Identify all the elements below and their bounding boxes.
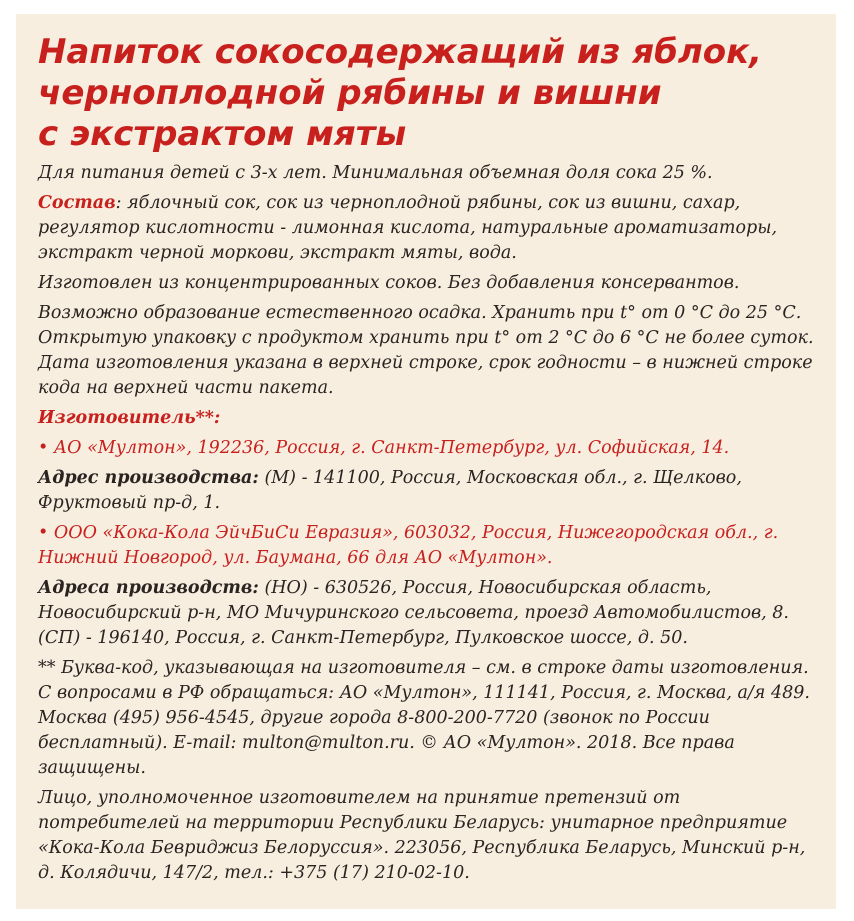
belarus-representative-text: Лицо, уполномоченное изготовителем на принятие претензий от потребителей на территории Республики Беларусь: унитарное предприятие «Кока-Кола Бевриджиз Белоруссия». 223056, Республика Беларусь, Минский р-н, д. Колядичи, 147/2, тел.: +375 (17) 210-02-10.	[38, 788, 806, 883]
title-line-1: Напиток сокосодержащий из яблок,	[38, 32, 763, 72]
production-address-paragraph	[38, 466, 816, 516]
production-address-label: Адрес производства:	[38, 468, 259, 488]
title-line-2: черноплодной рябины и вишни	[38, 73, 662, 113]
product-label	[16, 14, 836, 909]
intro-text: Для питания детей с 3-х лет. Минимальная объемная доля сока 25 %.	[38, 163, 713, 183]
manufacturer-paragraph	[38, 436, 816, 461]
title-line-3: с экстрактом мяты	[38, 114, 407, 154]
composition-paragraph	[38, 191, 816, 266]
production-address-text: (М) - 141100, Россия, Московская обл., г. Щелково, Фруктовый пр-д, 1.	[38, 468, 742, 513]
second-manufacturer-text: ООО «Кока-Кола ЭйчБиСи Евразия», 603032, Россия, Нижегородская обл., г. Нижний Новгород, ул. Баумана, 66 для АО «Мултон».	[38, 523, 779, 568]
storage-text: Возможно образование естественного осадка. Хранить при t° от 0 °С до 25 °С. Открытую упаковку с продуктом хранить при t° от 2 °С до 6 °С не более суток. Дата изготовления указана в верхней строке, срок годности – в нижней строке кода на верхней части пакета.	[38, 303, 814, 398]
composition-label: Состав	[38, 193, 116, 213]
product-title	[38, 32, 816, 155]
concentrate-text: Изготовлен из концентрированных соков. Без добавления консервантов.	[38, 273, 740, 293]
composition-text: : яблочный сок, сок из черноплодной рябины, сок из вишни, сахар, регулятор кислотности - лимонная кислота, натуральные ароматизаторы, экстракт черной моркови, экстракт мяты, вода.	[38, 193, 778, 263]
production-addresses-paragraph	[38, 576, 816, 651]
manufacturer-text: АО «Мултон», 192236, Россия, г. Санкт-Петербург, ул. Софийская, 14.	[53, 438, 730, 458]
manufacturer-label: Изготовитель**:	[38, 408, 221, 428]
production-addresses-text: (НО) - 630526, Россия, Новосибирская область, Новосибирский р-н, МО Мичуринского сельсовета, проезд Автомобилистов, 8. (СП) - 196140, Россия, г. Санкт-Петербург, Пулковское шоссе, д. 50.	[38, 578, 789, 648]
bullet-icon: •	[38, 523, 49, 543]
second-manufacturer-paragraph	[38, 521, 816, 571]
production-addresses-label: Адреса производств:	[38, 578, 259, 598]
footnote-text: ** Буква-код, указывающая на изготовителя – см. в строке даты изготовления. С вопросами в РФ обращаться: АО «Мултон», 111141, Россия, г. Москва, а/я 489. Москва (495) 956-4545, другие города 8-800-200-7720 (звонок по России бесплатный). E-mail: multon@multon.ru. © АО «Мултон». 2018. Все права защищены.	[38, 658, 810, 778]
bullet-icon: •	[38, 438, 49, 458]
